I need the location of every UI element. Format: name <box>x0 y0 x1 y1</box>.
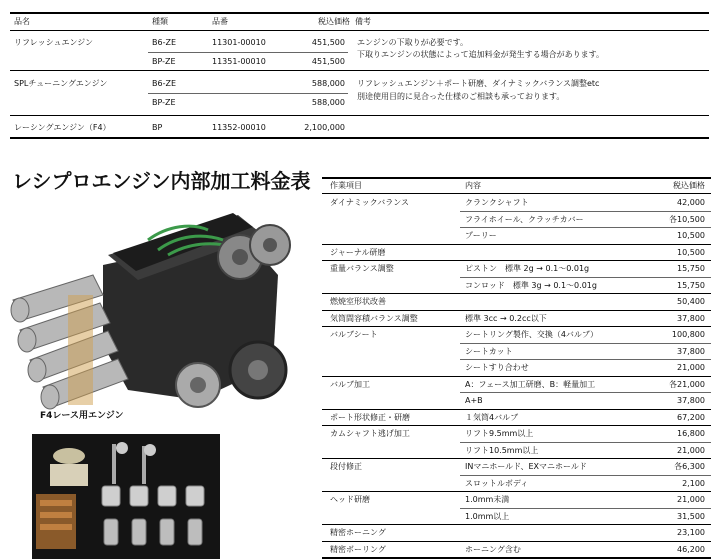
price-row-content: A+B <box>465 396 483 405</box>
top-row-price: 451,500 <box>311 57 345 66</box>
price-row-content: リフト9.5mm以上 <box>465 429 534 438</box>
top-note: 別途使用目的に見合った仕様のご相談も承っております。 <box>357 92 565 101</box>
price-row-price: 31,500 <box>677 511 705 521</box>
price-row-item: 燃焼室形状改善 <box>330 297 386 306</box>
price-row-rule <box>322 293 711 294</box>
price-row-rule <box>460 227 711 228</box>
price-table-rule-top <box>322 177 711 179</box>
price-row-rule <box>322 458 711 459</box>
price-row-content: リフト10.5mm以上 <box>465 445 539 455</box>
price-row-price: 21,000 <box>677 363 705 372</box>
top-row-part: 11352-00010 <box>212 123 266 132</box>
price-row-rule <box>460 211 711 212</box>
engine-photo <box>8 195 308 425</box>
price-row-price: 100,800 <box>671 330 705 339</box>
top-table-rule-top <box>10 12 709 14</box>
price-row-content: シートすり合わせ <box>465 363 529 372</box>
price-row-rule <box>460 508 711 509</box>
price-row-item: バルブシート <box>330 330 378 339</box>
price-row-rule <box>460 343 711 344</box>
price-row-price: 21,000 <box>677 445 705 455</box>
price-row-price: 16,800 <box>677 429 705 438</box>
price-row-rule <box>460 277 711 278</box>
price-row-item: ジャーナル研磨 <box>330 247 386 257</box>
top-row-type: BP-ZE <box>152 98 176 107</box>
price-header-item: 作業項目 <box>330 181 362 190</box>
top-row-part: 11301-00010 <box>212 38 266 47</box>
price-row-item: 精密ボーリング <box>330 544 386 554</box>
price-row-content: 1.0mm未満 <box>465 495 510 504</box>
price-row-price: 23,100 <box>677 528 705 537</box>
price-row-rule <box>322 326 711 327</box>
price-row-content: クランクシャフト <box>465 198 529 207</box>
price-row-content: １気筒4バルブ <box>465 412 519 422</box>
price-row-price: 67,200 <box>677 412 705 422</box>
price-row-item: ダイナミックバランス <box>330 198 409 207</box>
top-header-part: 品番 <box>212 17 228 26</box>
price-row-price: 42,000 <box>677 198 705 207</box>
top-row-price: 588,000 <box>311 79 345 88</box>
price-row-rule <box>322 541 711 542</box>
price-row-rule <box>322 260 711 261</box>
price-row-content: コンロッド 標準 3g → 0.1〜0.01g <box>465 280 597 290</box>
top-row-type: B6-ZE <box>152 79 176 88</box>
price-row-content: シートリング製作、交換（4バルブ） <box>465 330 599 339</box>
top-row-type: B6-ZE <box>152 38 176 47</box>
price-row-rule <box>322 524 711 525</box>
top-row-name: リフレッシュエンジン <box>14 38 94 47</box>
price-row-price: 10,500 <box>677 231 705 240</box>
top-table-group-rule <box>10 115 709 116</box>
price-row-content: プーリー <box>465 231 497 240</box>
price-row-item: 気筒間容積バランス調整 <box>330 313 418 323</box>
price-row-rule <box>460 475 711 476</box>
price-row-item: ヘッド研磨 <box>330 495 370 504</box>
price-row-price: 各10,500 <box>669 214 705 224</box>
top-row-rule <box>148 93 348 94</box>
price-row-rule <box>322 425 711 426</box>
price-table-header-rule <box>322 193 711 194</box>
price-row-rule <box>322 409 711 410</box>
section-title: レシプロエンジン内部加工料金表 <box>12 169 311 193</box>
top-header-notes: 備考 <box>355 17 371 26</box>
price-header-content: 内容 <box>465 181 481 190</box>
top-row-name: レーシングエンジン（F4） <box>14 123 111 132</box>
price-row-price: 50,400 <box>677 297 705 306</box>
price-row-price: 37,800 <box>677 346 705 356</box>
top-header-price: 税込価格 <box>318 17 350 26</box>
price-row-price: 21,000 <box>677 495 705 504</box>
top-note: リフレッシュエンジン＋ポート研磨、ダイナミックバランス調整etc <box>357 79 600 88</box>
price-row-price: 各6,300 <box>674 462 705 471</box>
price-row-content: スロットルボディ <box>465 478 529 488</box>
top-header-name: 品名 <box>14 17 30 26</box>
top-row-price: 451,500 <box>311 38 345 47</box>
top-row-part: 11351-00010 <box>212 57 266 66</box>
top-note: 下取りエンジンの状態によって追加料金が発生する場合があります。 <box>357 50 604 59</box>
price-row-rule <box>460 392 711 393</box>
price-row-item: 段付修正 <box>330 462 362 471</box>
top-table-group-rule <box>10 70 709 71</box>
price-row-content: 標準 3cc → 0.2cc以下 <box>465 313 547 323</box>
price-row-content: シートカット <box>465 346 513 356</box>
price-row-price: 37,800 <box>677 313 705 323</box>
price-header-price: 税込価格 <box>673 181 705 190</box>
price-row-rule <box>322 376 711 377</box>
engine-caption: F4レース用エンジン <box>40 411 124 421</box>
price-row-rule <box>460 442 711 443</box>
price-row-price: 各21,000 <box>669 379 705 389</box>
price-row-content: フライホイール、クラッチカバー <box>465 214 584 224</box>
price-row-item: バルブ加工 <box>330 379 370 389</box>
top-row-type: BP <box>152 123 163 132</box>
top-table-rule-bottom <box>10 137 709 139</box>
price-row-content: A：フェース加工研磨、B：軽量加工 <box>465 379 596 389</box>
top-note: エンジンの下取りが必要です。 <box>357 38 468 47</box>
price-row-price: 37,800 <box>677 396 705 405</box>
price-row-price: 15,750 <box>677 264 705 273</box>
price-row-rule <box>322 310 711 311</box>
price-row-rule <box>322 244 711 245</box>
top-row-price: 2,100,000 <box>304 123 345 132</box>
top-row-price: 588,000 <box>311 98 345 107</box>
parts-photo <box>32 434 220 559</box>
price-row-content: ピストン 標準 2g → 0.1〜0.01g <box>465 264 590 273</box>
top-row-name: SPLチューニングエンジン <box>14 79 108 88</box>
price-row-price: 10,500 <box>677 247 705 257</box>
price-row-content: 1.0mm以上 <box>465 511 510 521</box>
top-table-header-rule <box>10 30 709 31</box>
price-row-content: INマニホールド、EXマニホールド <box>465 462 587 471</box>
top-row-rule <box>148 52 348 53</box>
price-row-content: ホーニング含む <box>465 544 521 554</box>
price-row-rule <box>322 491 711 492</box>
price-row-item: 重量バランス調整 <box>330 264 394 273</box>
top-header-type: 種類 <box>152 17 168 26</box>
price-row-price: 15,750 <box>677 280 705 290</box>
price-row-rule <box>460 359 711 360</box>
price-row-item: カムシャフト逃げ加工 <box>330 429 410 438</box>
price-row-item: 精密ホーニング <box>330 528 386 537</box>
top-row-type: BP-ZE <box>152 57 176 66</box>
price-row-price: 2,100 <box>682 478 705 488</box>
price-row-item: ポート形状修正・研磨 <box>330 412 410 422</box>
price-row-price: 46,200 <box>677 544 705 554</box>
